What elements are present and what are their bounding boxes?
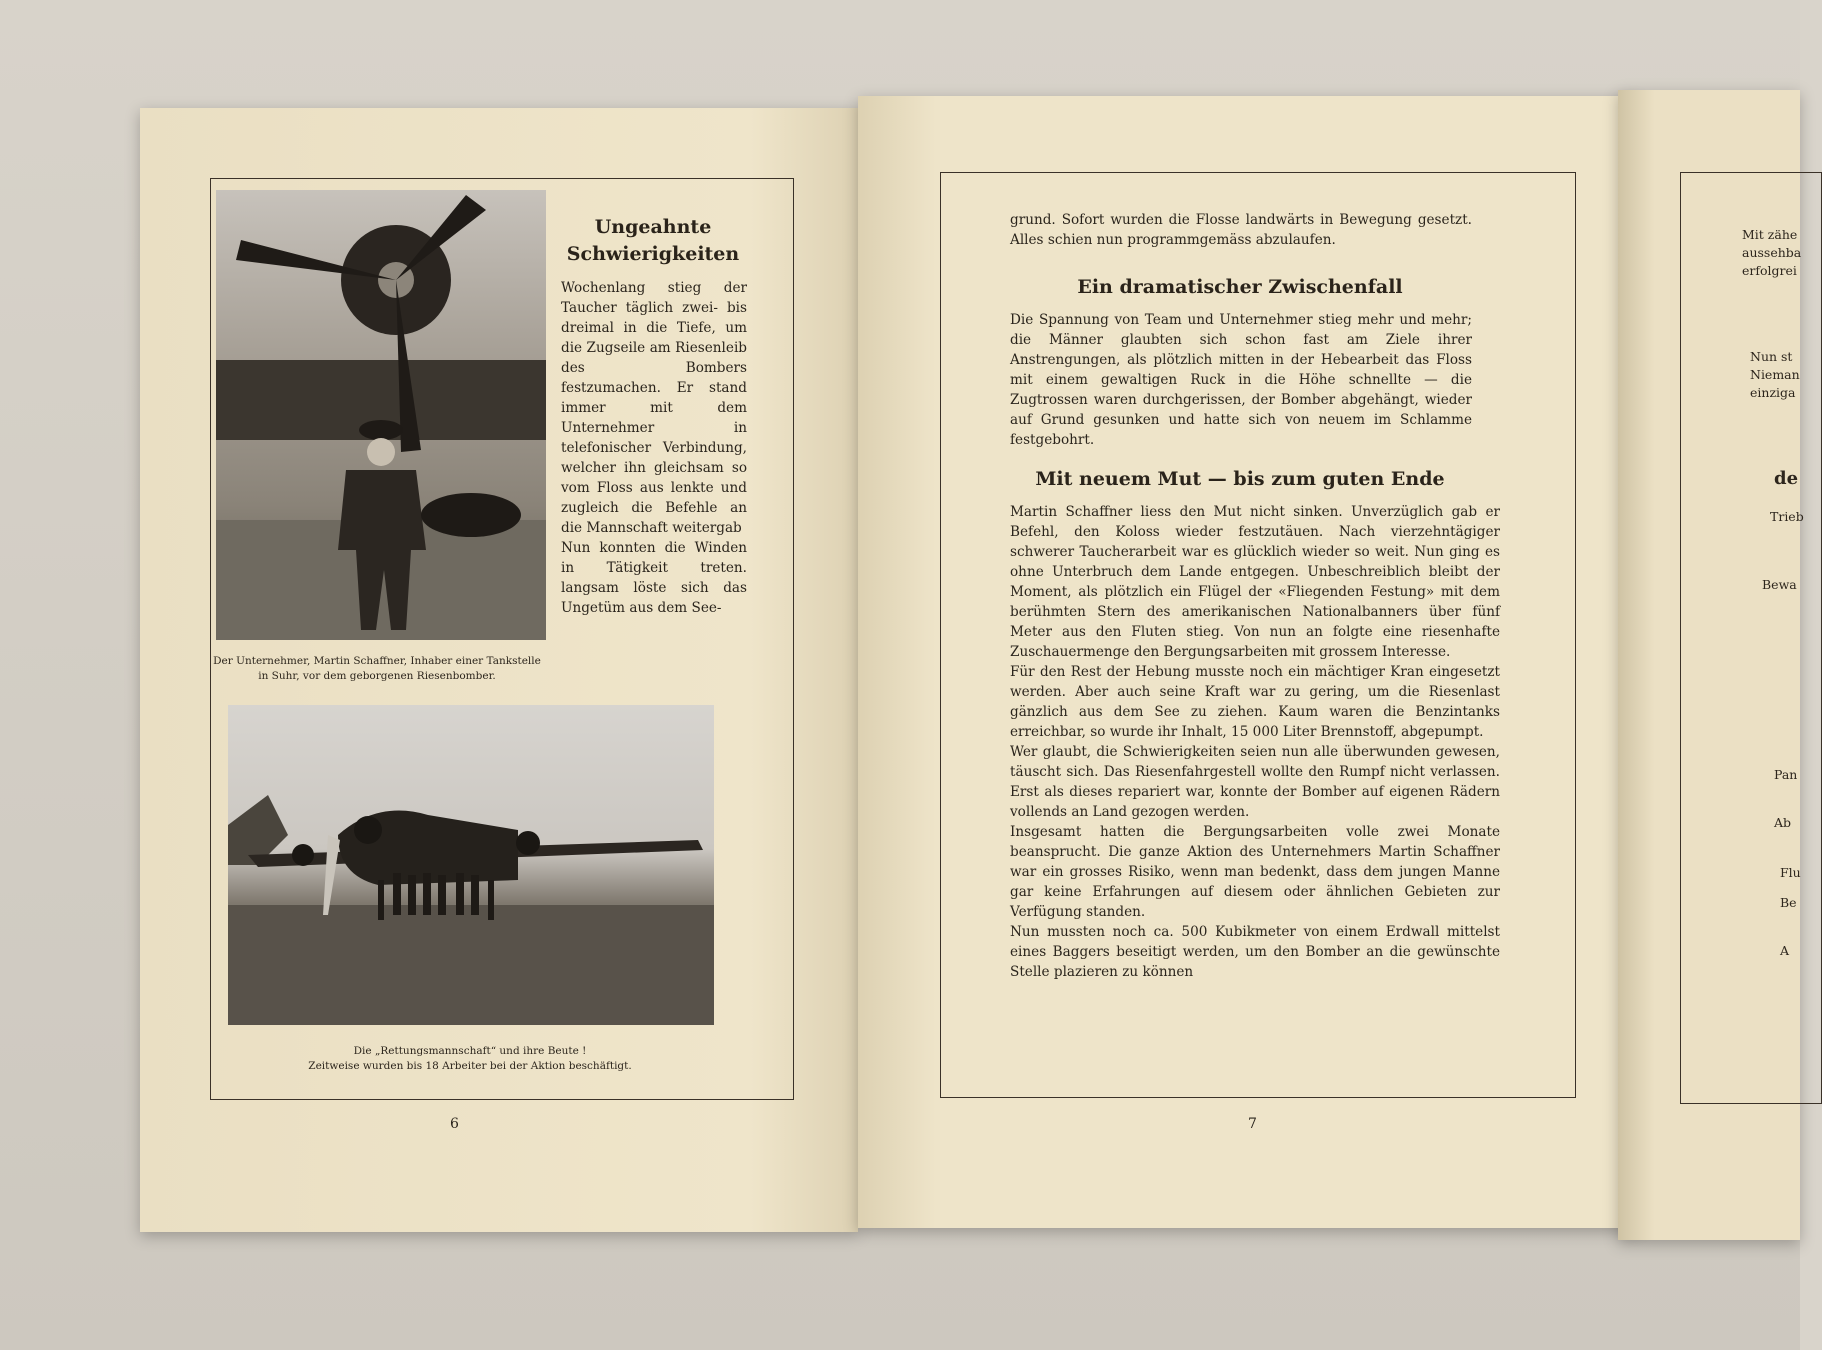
caption-bottom-line-1: Die „Rettungsmannschaft“ und ihre Beute ! (353, 1045, 587, 1057)
heading-dramatischer-zwischenfall: Ein dramatischer Zwischenfall (1077, 276, 1403, 298)
far-text-line: Mit zähe (1742, 227, 1798, 242)
right-column-text (1010, 502, 1500, 982)
right-paragraph: Für den Rest der Hebung musste noch ein mächtiger Kran eingesetzt werden. Aber auch seine Kraft war zu gering, um die Riesenlast gänzlich aus dem See zu ziehen. Kaum waren die Benzintanks erreichbar, so wurde ihr Inhalt, 15 000 Liter Brennstoff, abgepumpt. (1010, 664, 1500, 740)
left-column-text (561, 278, 747, 618)
far-text-line: A (1780, 943, 1790, 958)
right-paragraph-zwischenfall: Die Spannung von Team und Unternehmer stieg mehr und mehr; die Männer glaubten sich schon fast am Ziele ihrer Anstrengungen, als plötzlich mitten in der Hebearbeit das Floss mit einem gewaltigen Ruck in die Höhe schnellte — die Zugtrossen waren durchgerissen, der Bomber abgehängt, wieder auf Grund gesunken und hatte sich von neuem im Schlamme festgebohrt. (1010, 312, 1472, 448)
page-number-right: 7 (1248, 1116, 1257, 1132)
far-text-line: Pan (1774, 767, 1798, 782)
far-text-line: erfolgrei (1742, 263, 1797, 278)
caption-top-photo: Der Unternehmer, Martin Schaffner, Inhaber einer Tankstelle in Suhr, vor dem geborgenen Riesenbomber. (213, 655, 541, 682)
far-text-line: Be (1780, 895, 1797, 910)
far-page-frame (1680, 172, 1822, 1104)
far-heading: de (1774, 468, 1799, 489)
far-text-line: Bewa (1762, 577, 1797, 592)
heading-mit-neuem-mut: Mit neuem Mut — bis zum guten Ende (1035, 468, 1445, 490)
far-text-line: Nun st (1750, 349, 1793, 364)
right-intro-text: grund. Sofort wurden die Flosse landwärts in Bewegung gesetzt. Alles schien nun programmgemäss abzulaufen. (1010, 212, 1472, 248)
left-paragraph-2: Nun konnten die Winden in Tätigkeit treten. langsam löste sich das Ungetüm aus dem See- (561, 540, 747, 616)
far-text-line: aussehba (1742, 245, 1802, 260)
left-paragraph-1: Wochenlang stieg der Taucher täglich zwei- bis dreimal in die Tiefe, um die Zugseile am Riesenleib des Bombers festzumachen. Er stand immer mit dem Unternehmer in telefonischer Verbindung, welcher ihn gleichsam so vom Floss aus lenkte und zugleich die Befehle an die Mannschaft weitergab (561, 280, 747, 536)
far-text-line: Flu (1780, 865, 1801, 880)
far-text-line: Ab (1774, 815, 1792, 830)
far-text-line: einziga (1750, 385, 1796, 400)
caption-bottom-photo (300, 1044, 640, 1074)
heading-ungeahnte-schwierigkeiten: Ungeahnte Schwierigkeiten (566, 216, 740, 265)
photo-man-with-propeller (216, 190, 546, 640)
page-number-left: 6 (450, 1116, 459, 1132)
right-paragraph: Martin Schaffner liess den Mut nicht sinken. Unverzüglich gab er Befehl, den Koloss wieder festzutäuen. Nach vierzehntägiger schwerer Taucherarbeit war es glücklich wieder so weit. Nun ging es ohne Unterbruch dem Lande entgegen. Unbeschreiblich bleibt der Moment, als plötzlich ein Flügel der «Fliegenden Festung» mit dem berühmten Stern des amerikanischen Nationalbanners über fünf Meter aus den Fluten stieg. Von nun an folgte eine riesenhafte Zuschauermenge den Bergungsarbeiten mit grossem Interesse. (1010, 504, 1500, 660)
right-paragraph: Nun mussten noch ca. 500 Kubikmeter von einem Erdwall mittelst eines Baggers beseitigt werden, um den Bomber an die gewünschte Stelle plazieren zu können (1010, 924, 1500, 980)
right-paragraph: Insgesamt hatten die Bergungsarbeiten volle zwei Monate beansprucht. Die ganze Aktion des Unternehmers Martin Schaffner war ein grosses Risiko, wenn man bedenkt, dass dem jungen Manne gar keine Erfahrungen auf diesem oder ähnlichen Gebieten zur Verfügung standen. (1010, 824, 1500, 920)
right-paragraph: Wer glaubt, die Schwierigkeiten seien nun alle überwunden gewesen, täuscht sich. Das Riesenfahrgestell wollte den Rumpf nicht verlassen. Erst als dieses repariert war, konnte der Bomber auf eigenen Rädern vollends an Land gezogen werden. (1010, 744, 1500, 820)
photo-bomber-crew (228, 705, 714, 1025)
far-text-line: Nieman (1750, 367, 1800, 382)
far-text-line: Trieb (1770, 509, 1804, 524)
caption-bottom-line-2: Zeitweise wurden bis 18 Arbeiter bei der Aktion beschäftigt. (308, 1060, 632, 1072)
